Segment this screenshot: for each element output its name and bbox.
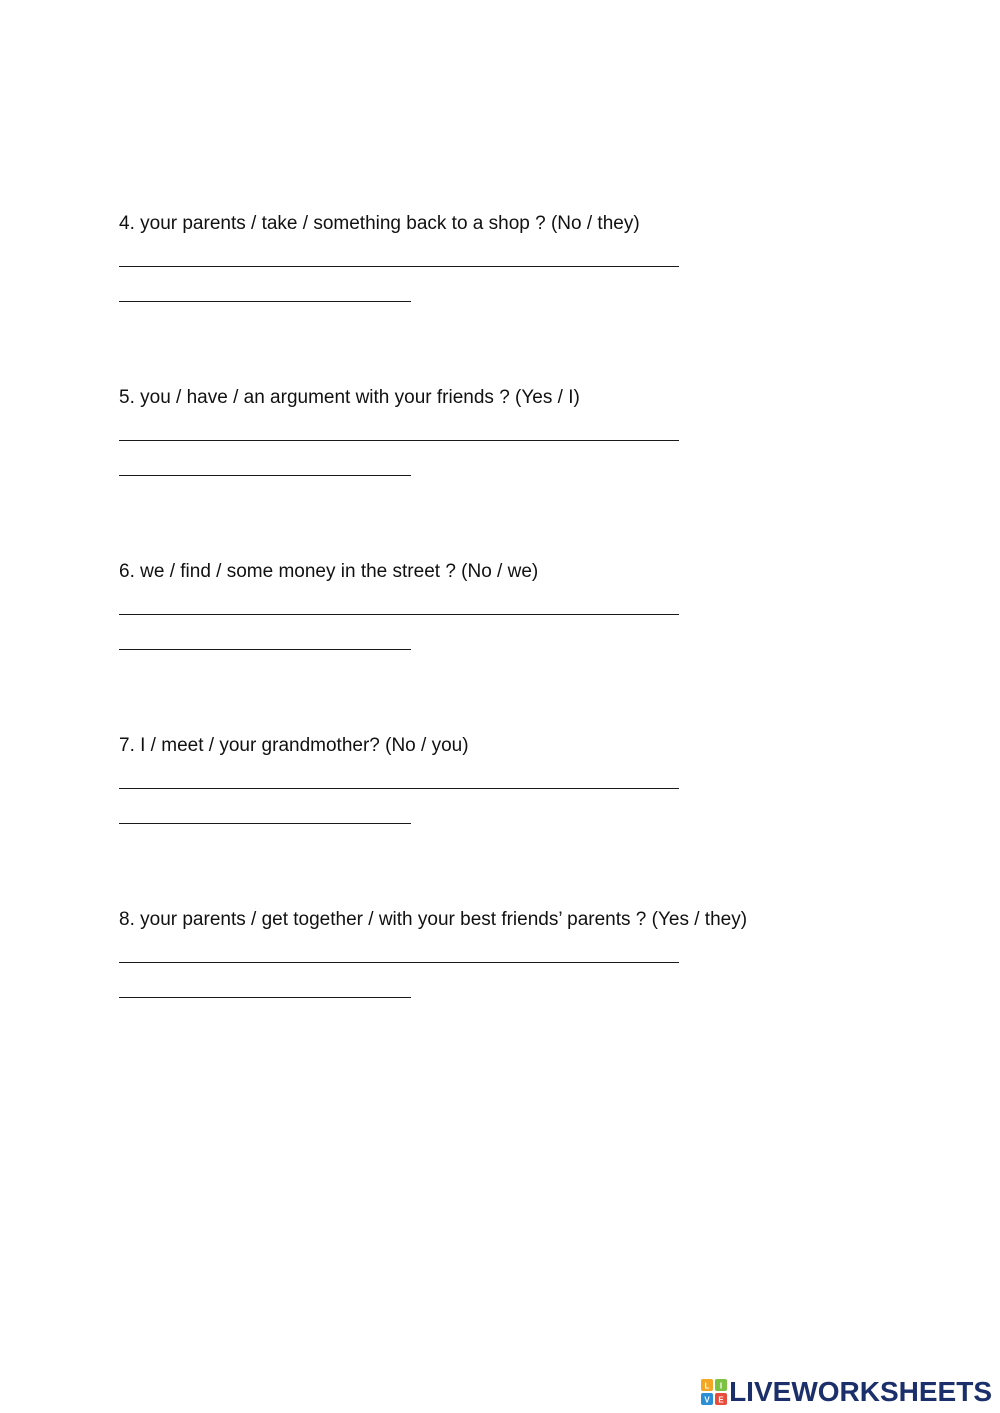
question-6-answer-line-2[interactable] xyxy=(119,649,411,650)
question-7 xyxy=(119,734,879,854)
question-7-answer-line-1[interactable] xyxy=(119,788,679,789)
question-8-answer-line-1[interactable] xyxy=(119,962,679,963)
question-4-answer-line-1[interactable] xyxy=(119,266,679,267)
question-5-answer-line-1[interactable] xyxy=(119,440,679,441)
question-5 xyxy=(119,386,879,506)
question-8-prompt: 8. your parents / get together / with your best friends’ parents ? (Yes / they) xyxy=(119,909,748,930)
question-5-prompt: 5. you / have / an argument with your friends ? (Yes / I) xyxy=(119,387,580,408)
question-8 xyxy=(119,908,879,1028)
svg-text:V: V xyxy=(704,1395,710,1405)
question-4-answer-line-2[interactable] xyxy=(119,301,411,302)
liveworksheets-logo-icon xyxy=(701,1379,727,1405)
svg-text:I: I xyxy=(719,1381,723,1391)
question-6 xyxy=(119,560,879,680)
liveworksheets-logo[interactable] xyxy=(701,1377,992,1407)
liveworksheets-logo-text: LIVEWORKSHEETS xyxy=(729,1376,992,1407)
svg-text:E: E xyxy=(718,1395,724,1405)
question-8-answer-line-2[interactable] xyxy=(119,997,411,998)
question-6-answer-line-1[interactable] xyxy=(119,614,679,615)
question-4-prompt: 4. your parents / take / something back to a shop ? (No / they) xyxy=(119,213,640,234)
question-7-answer-line-2[interactable] xyxy=(119,823,411,824)
svg-text:L: L xyxy=(704,1381,710,1391)
question-7-prompt: 7. I / meet / your grandmother? (No / you) xyxy=(119,735,469,756)
question-5-answer-line-2[interactable] xyxy=(119,475,411,476)
question-6-prompt: 6. we / find / some money in the street ? (No / we) xyxy=(119,561,539,582)
question-4 xyxy=(119,212,879,332)
